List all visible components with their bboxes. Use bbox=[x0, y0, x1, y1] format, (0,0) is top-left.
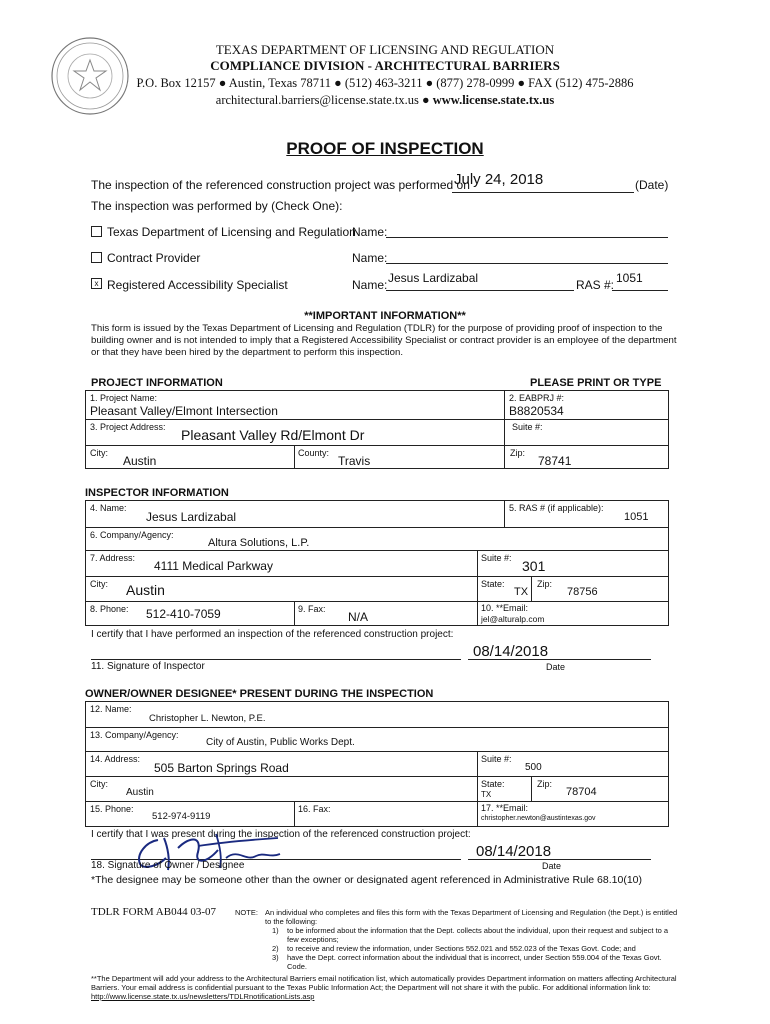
inspector-date-value[interactable]: 08/14/2018 bbox=[473, 643, 549, 660]
agency-contact-line: P.O. Box 12157 ● Austin, Texas 78711 ● (512) 463-3211 ● (877) 278-0999 ● FAX (512) 475-2886 bbox=[136, 76, 634, 90]
inspector-company-label: 6. Company/Agency: bbox=[90, 530, 174, 540]
ras-number-value[interactable]: 1051 bbox=[616, 271, 643, 285]
owner-phone-label: 15. Phone: bbox=[90, 804, 134, 814]
ras-name-label: Name: bbox=[352, 278, 388, 292]
project-info-box bbox=[85, 390, 669, 469]
contract-provider-label: Contract Provider bbox=[107, 251, 201, 265]
owner-city-label: City: bbox=[90, 779, 108, 789]
owner-date-value[interactable]: 08/14/2018 bbox=[476, 843, 552, 860]
project-zip-label: Zip: bbox=[510, 448, 526, 458]
inspector-name-label: 4. Name: bbox=[90, 503, 127, 513]
page-title: PROOF OF INSPECTION bbox=[286, 139, 484, 158]
owner-zip-label: Zip: bbox=[537, 779, 553, 789]
owner-address-label: 14. Address: bbox=[90, 754, 141, 764]
notification-note: **The Department will add your address to the Architectural Barriers email notification list, which automatically provides Department information on matters affecting Architectural Barriers. Your email address is confidential pursuant to the Texas Public Information Act; the Department will not share it with the public. For additional information link to: bbox=[91, 974, 677, 992]
inspector-signature-line[interactable] bbox=[91, 659, 461, 660]
inspector-city-value[interactable]: Austin bbox=[126, 582, 165, 598]
note-item-1: to be informed about the information that the Dept. collects about the individual, upon their request and subject to a few exceptions; bbox=[287, 926, 669, 944]
designee-note: *The designee may be someone other than the owner or designated agent referenced in Administrative Rule 68.10(10) bbox=[91, 874, 643, 886]
note-item-2: to receive and review the information, under Sections 552.021 and 552.023 of the Texas Govt. Code; and bbox=[287, 944, 636, 953]
project-city-value[interactable]: Austin bbox=[123, 454, 157, 468]
owner-city-value[interactable]: Austin bbox=[126, 787, 154, 798]
owner-company-value[interactable]: City of Austin, Public Works Dept. bbox=[206, 737, 355, 748]
owner-suite-value[interactable]: 500 bbox=[525, 762, 542, 773]
inspector-zip-value[interactable]: 78756 bbox=[567, 586, 598, 598]
note-item-3: have the Dept. correct information about the individual that is incorrect, under Section 559.004 of the Texas Govt. Code. bbox=[287, 953, 662, 971]
contract-provider-name-label: Name: bbox=[352, 251, 388, 265]
inspector-ras-value[interactable]: 1051 bbox=[624, 511, 649, 523]
inspector-suite-value[interactable]: 301 bbox=[522, 558, 546, 574]
owner-zip-value[interactable]: 78704 bbox=[566, 786, 597, 798]
owner-email-value[interactable]: christopher.newton@austintexas.gov bbox=[481, 815, 596, 822]
inspector-date-label: Date bbox=[546, 662, 566, 672]
inspector-email-value[interactable]: jel@alturalp.com bbox=[481, 614, 545, 624]
tdlr-checkbox[interactable] bbox=[91, 226, 102, 237]
ras-name-value[interactable]: Jesus Lardizabal bbox=[388, 271, 479, 285]
inspector-suite-label: Suite #: bbox=[481, 553, 512, 563]
ras-checkbox[interactable]: x bbox=[91, 278, 102, 289]
inspector-company-value[interactable]: Altura Solutions, L.P. bbox=[208, 537, 310, 549]
project-section-heading: PROJECT INFORMATION bbox=[91, 377, 223, 389]
agency-website-link[interactable]: www.license.state.tx.us bbox=[432, 93, 555, 107]
form-id: TDLR FORM AB044 03-07 bbox=[91, 906, 216, 918]
eabprj-value[interactable]: B8820534 bbox=[509, 404, 564, 418]
agency-email: architectural.barriers@license.state.tx.us bbox=[215, 93, 419, 107]
project-address-label: 3. Project Address: bbox=[90, 422, 166, 432]
agency-email-line: architectural.barriers@license.state.tx.us ● www.license.state.tx.us bbox=[215, 93, 555, 107]
tdlr-name-field[interactable] bbox=[386, 237, 668, 238]
agency-name: TEXAS DEPARTMENT OF LICENSING AND REGULATION bbox=[215, 42, 555, 57]
inspector-fax-label: 9. Fax: bbox=[298, 604, 326, 614]
inspector-zip-label: Zip: bbox=[537, 579, 553, 589]
owner-certify-text: I certify that I was present during the inspection of the referenced construction project: bbox=[91, 829, 471, 840]
owner-fax-label: 16. Fax: bbox=[298, 804, 331, 814]
eabprj-label: 2. EABPRJ #: bbox=[509, 393, 565, 403]
inspector-state-value[interactable]: TX bbox=[514, 586, 529, 598]
inspector-city-label: City: bbox=[90, 579, 108, 589]
project-name-label: 1. Project Name: bbox=[90, 393, 158, 403]
project-city-label: City: bbox=[90, 448, 108, 458]
owner-address-value[interactable]: 505 Barton Springs Road bbox=[154, 761, 289, 775]
performed-by-text: The inspection was performed by (Check One): bbox=[91, 199, 343, 213]
owner-signature-label: 18. Signature of Owner / Designee bbox=[91, 860, 245, 871]
owner-suite-label: Suite #: bbox=[481, 754, 512, 764]
important-text: This form is issued by the Texas Department of Licensing and Regulation (TDLR) for the purpose of providing proof of inspection to the building owner and is not intended to imply that a Registered Accessibility Specialist or contract provider is an employee of the department or that they have been hired by the department to perform this inspection. bbox=[91, 323, 677, 358]
project-zip-value[interactable]: 78741 bbox=[538, 454, 572, 468]
tdlr-option-label: Texas Department of Licensing and Regulation bbox=[107, 225, 356, 239]
note-label: NOTE: bbox=[235, 908, 258, 917]
inspector-address-value[interactable]: 4111 Medical Parkway bbox=[154, 559, 273, 573]
division-name: COMPLIANCE DIVISION - ARCHITECTURAL BARRIERS bbox=[210, 58, 560, 73]
inspector-email-label: 10. **Email: bbox=[481, 603, 529, 613]
inspector-phone-label: 8. Phone: bbox=[90, 604, 129, 614]
inspector-state-label: State: bbox=[481, 579, 505, 589]
tdlr-name-label: Name: bbox=[352, 225, 388, 239]
inspector-address-label: 7. Address: bbox=[90, 553, 136, 563]
project-county-label: County: bbox=[298, 448, 330, 458]
print-or-type-note: PLEASE PRINT OR TYPE bbox=[530, 377, 662, 389]
project-suite-label: Suite #: bbox=[512, 422, 543, 432]
contract-provider-checkbox[interactable] bbox=[91, 252, 102, 263]
owner-state-value[interactable]: TX bbox=[481, 790, 492, 799]
date-label: (Date) bbox=[635, 178, 669, 192]
performed-on-text: The inspection of the referenced construction project was performed on bbox=[91, 178, 470, 192]
important-heading: **IMPORTANT INFORMATION** bbox=[304, 310, 466, 322]
owner-email-label: 17. **Email: bbox=[481, 803, 529, 813]
ras-option-label: Registered Accessibility Specialist bbox=[107, 278, 288, 292]
note-intro: An individual who completes and files this form with the Texas Department of Licensing and Regulation (the Dept.) is entitled to the following: bbox=[265, 908, 678, 926]
ras-number-label: RAS #: bbox=[576, 278, 615, 292]
inspector-phone-value[interactable]: 512-410-7059 bbox=[146, 607, 221, 621]
project-address-value[interactable]: Pleasant Valley Rd/Elmont Dr bbox=[181, 427, 365, 443]
inspector-signature-label: 11. Signature of Inspector bbox=[91, 661, 205, 672]
owner-date-label: Date bbox=[542, 861, 562, 871]
owner-company-label: 13. Company/Agency: bbox=[90, 730, 179, 740]
project-county-value[interactable]: Travis bbox=[338, 454, 371, 468]
owner-section-heading: OWNER/OWNER DESIGNEE* PRESENT DURING THE INSPECTION bbox=[85, 688, 434, 700]
project-name-value[interactable]: Pleasant Valley/Elmont Intersection bbox=[90, 404, 278, 418]
inspector-section-heading: INSPECTOR INFORMATION bbox=[85, 487, 229, 499]
owner-state-label: State: bbox=[481, 779, 505, 789]
inspector-certify-text: I certify that I have performed an inspection of the referenced construction project: bbox=[91, 629, 454, 640]
inspector-fax-value[interactable]: N/A bbox=[348, 610, 369, 624]
owner-name-value[interactable]: Christopher L. Newton, P.E. bbox=[149, 713, 266, 724]
notification-lists-link[interactable]: http://www.license.state.tx.us/newsletters/TDLRnotificationLists.asp bbox=[91, 992, 315, 1001]
inspection-date-value[interactable]: July 24, 2018 bbox=[454, 171, 544, 188]
owner-phone-value[interactable]: 512-974-9119 bbox=[152, 811, 211, 822]
inspector-name-value[interactable]: Jesus Lardizabal bbox=[146, 510, 237, 524]
contract-provider-name-field[interactable] bbox=[386, 263, 668, 264]
inspector-ras-label: 5. RAS # (if applicable): bbox=[509, 503, 604, 513]
owner-name-label: 12. Name: bbox=[90, 704, 132, 714]
